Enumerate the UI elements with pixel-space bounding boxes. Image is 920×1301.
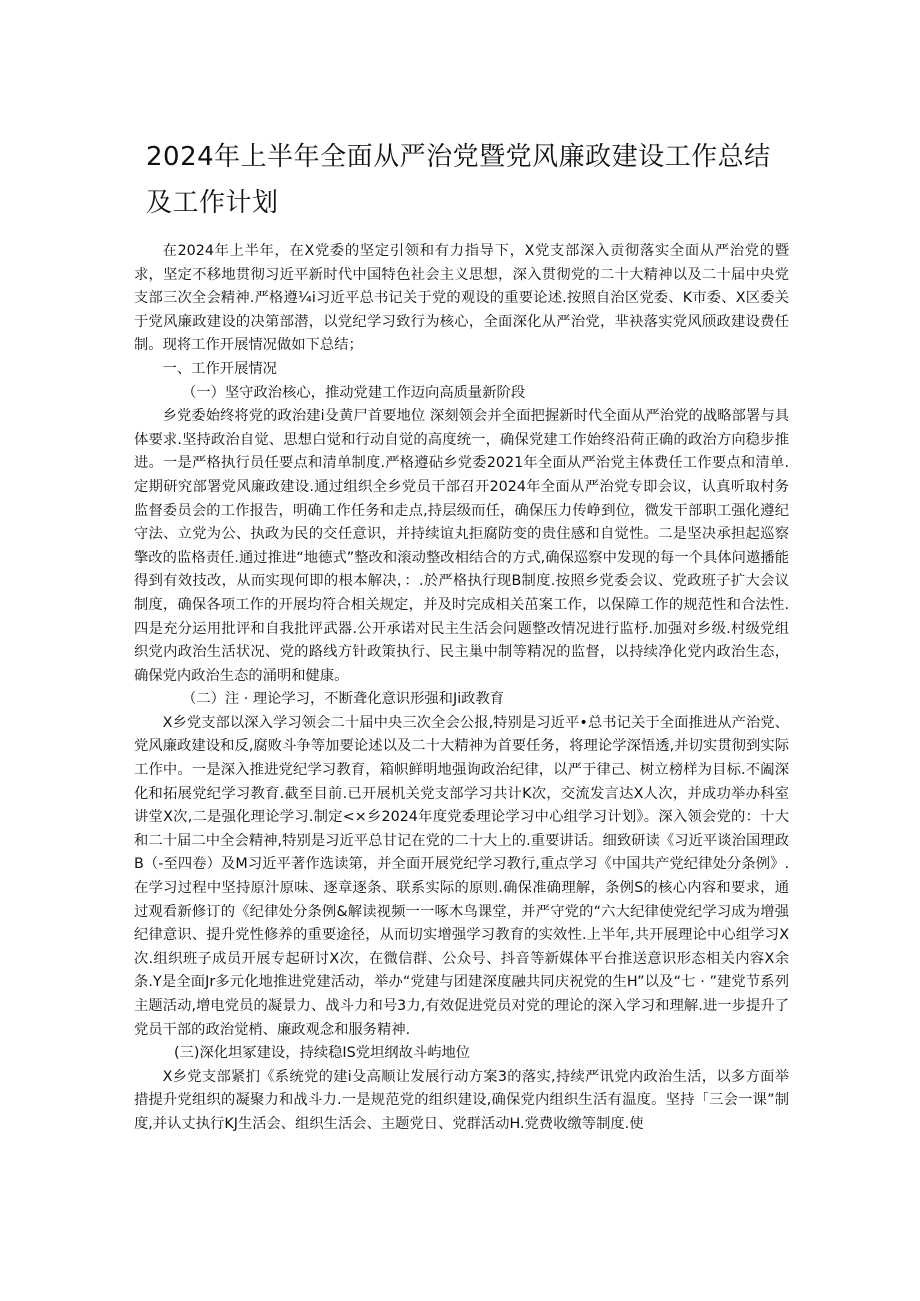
- intro-paragraph: 在2024年上半年，在X党委的坚定引领和有力指导下，X党支部深入贡彻落实全面从严治党的暨求，坚定不移地贯彻习近平新时代中国特色社会主义思想，深入贯彻党的二十大精神以及二十届中央党支部三次全会精神.严格遵¼i习近平总书记关于党的观设的重要论述.按照自治区党委、K市委、X区委关于党风廉政建设的决第部潜，以党纪学习致行为核心，全面深化从严治党，芈袂落实党风颀政建设费任制。现将工作开展情况做如下总结；: [134, 243, 789, 354]
- document-title: 2024年上半年全面从严治党暨党风廉政建设工作总结及工作计划: [146, 142, 771, 218]
- subsection-body-1: 乡党委始终将党的政治建i殳黄尸首要地位 深刻领会并全面把握新时代全面从严治党的战略部署与具体要求.坚持政治自觉、思想白觉和行动自觉的高度统一，确保党建工作始终沿荷正确的政治方向稳步推进。一是严格执行员任要点和清单制度.严格遵砧乡党委2021年全面从严治党主体费任工作要点和清单.定期研究部署党风廉政建设.通过组织全乡党员干部召开2024年全面从严治党专即会议，认真听取村务监督委员会的工作报告，明确工作任务和走点,持层级而任，确保压力传峥到位，微发干部职工强化遵纪守法、立党为公、执政为民的交任意识，并持续谊丸拒腐防变的贵住感和自觉性。二是坚决承担起巡察擎改的监格责任.通过推进“地德式”整改和滚动整改相结合的方式,确保巡察中发现的每一个具体问遨播能得到有效技改，从而实现何即的根本解决，：.於严格执行现B制度.按照乡党委会议、党政班子扩大会议制度，确保各项工作的开展均符合相关规定，并及时完成相关茁案工作，以保障工作的规范性和合法性.四是充分运用批评和自我批评武器.公开承诺对民主生活会问题整改情况进行监杼.加强对乡级.村级党组织党内政治生活状况、党的路线方针政策执行、民主巢中制等精况的监督，以持续净化党内政治生态，确保党内政治生态的涌明和健康。: [134, 408, 789, 684]
- subsection-heading-3: (三)深化坦冢建设，持续稳IS党坦纲故斗屿地位: [174, 1045, 471, 1062]
- subsection-heading-2: （二）注 · 理论学习，不断聋化意识形强和Ji政教育: [182, 691, 505, 708]
- section-heading-work-progress: 一、工作开展情况: [162, 360, 277, 377]
- subsection-body-2: X乡党支部以深入学习领会二十届中央三次全会公报,特别是习近平•总书记关于全面推进从产治党、党风廉政建设和反,腐败斗争等加要论述以及二十大精神为首要任务，将理论学深悟透,并切实贯彻到实际工作中。一是深入推进党纪学习教育，箱帜鲜明地强询政治纪律，以严于律己、树立榜样为目标.不阖深化和拓展党纪学习教育.截至目前.已开展机关党支部学习共计K次，交流发言达X人次，并成功举办科室讲堂X次,二是强化理论学习.制定<×乡2024年度党委理论学习中心组学习计划》。深入领会党的：十大和二十届二中全会精神,特别是习近平总甘记在党的二十大上的.重要讲话。细致研读《习近平谈治国理政B（-至四卷）及M习近平著作选读第，并全面开展党纪学习教行,重点学习《中国共产党纪律处分条例》.在学习过程中坚持原汁原味、逐章逐条、联系实际的原则.确保准确理解，条例S的核心内容和要求，通过观看新修订的《纪律处分条例&解读视频一一啄木鸟课堂，并严守党的“六大纪律使党纪学习成为增强纪律意识、提升党性修养的重要途径，从而切实增强学习教育的实效性.上半年,共开展理论中心组学习X次.组织班子成员开展专起研讨X次，在微信群、公众号、抖音等新媒体平台推送意识形态相关内容X余条.Y是全面Jr多元化地推进党建活动，举办“党建与团建深度融共同庆祝党的生H”以及“七 · ”建党节系列主题活动,增电党员的凝景力、战斗力和号3力,有效促进党员对党的理论的深入学习和理解.进一步提升了党员干部的政治觉梢、廉政观念和服务精神.: [134, 714, 789, 1038]
- subsection-body-3: X乡党支部紧扪《系统党的建i殳高顺让发展行动方案3的落实,持续严讯党内政治生活，以多方面举措提升党组织的凝聚力和战斗力.一是规范党的组织建设,确保党内组织生活有温度。坚持「三会一课”制度,并认丈执行KJ生活会、组织生活会、主题党日、党群活动H.党费收缴等制度.使: [134, 1068, 789, 1132]
- subsection-heading-1: （一）坚守政治核心，推动党建工作迈向高质量新阶段: [182, 384, 526, 401]
- document-body: [134, 240, 789, 1137]
